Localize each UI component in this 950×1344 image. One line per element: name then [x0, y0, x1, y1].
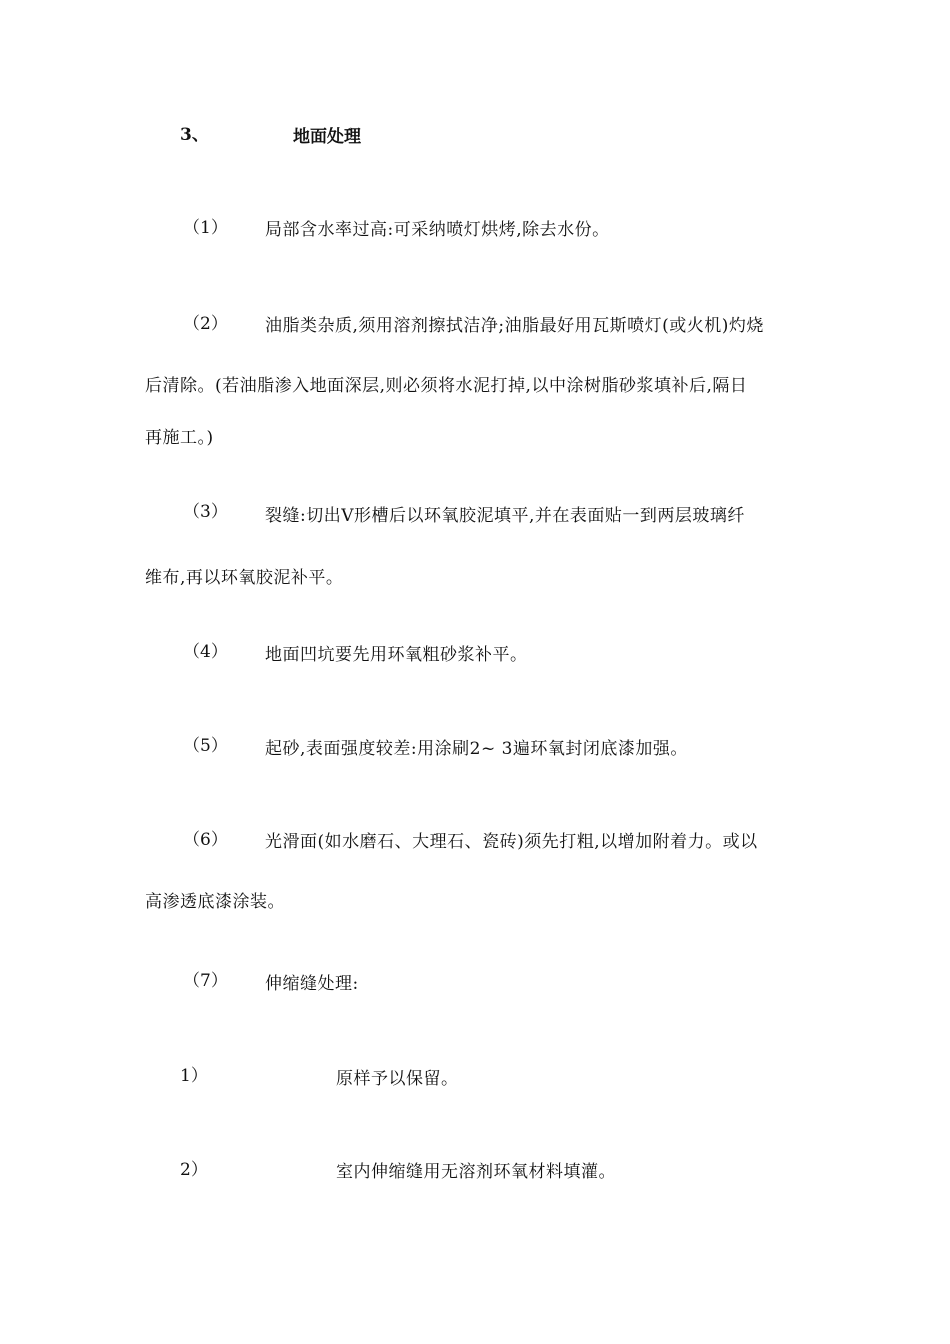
item-continuation: 再施工。)	[145, 428, 214, 448]
subitem-number: 1）	[180, 1066, 208, 1086]
item-number: （5）	[183, 736, 228, 756]
subitem-number: 2）	[180, 1160, 208, 1180]
item-continuation: 维布,再以环氧胶泥补平。	[145, 568, 344, 588]
item-text: 伸缩缝处理:	[265, 974, 359, 994]
item-text: 裂缝:切出V形槽后以环氧胶泥填平,并在表面贴一到两层玻璃纤	[265, 506, 745, 526]
item-continuation: 后清除。(若油脂渗入地面深层,则必须将水泥打掉,以中涂树脂砂浆填补后,隔日	[145, 376, 748, 396]
subitem-text: 原样予以保留。	[336, 1069, 459, 1089]
section-number: 3、	[180, 125, 209, 145]
section-title: 地面处理	[293, 127, 361, 147]
item-text: 地面凹坑要先用环氧粗砂浆补平。	[265, 645, 528, 665]
item-number: （7）	[183, 971, 228, 991]
item-text: 光滑面(如水磨石、大理石、瓷砖)须先打粗,以增加附着力。或以	[265, 832, 758, 852]
item-number: （2）	[183, 314, 228, 334]
item-number: （1）	[183, 218, 228, 238]
item-number: （6）	[183, 830, 228, 850]
item-text: 起砂,表面强度较差:用涂刷2~ 3遍环氧封闭底漆加强。	[265, 739, 688, 759]
item-number: （3）	[183, 502, 228, 522]
item-number: （4）	[183, 642, 228, 662]
subitem-text: 室内伸缩缝用无溶剂环氧材料填灌。	[336, 1162, 616, 1182]
item-text: 局部含水率过高:可采纳喷灯烘烤,除去水份。	[265, 220, 610, 240]
item-continuation: 高渗透底漆涂装。	[145, 892, 285, 912]
item-text: 油脂类杂质,须用溶剂擦拭洁净;油脂最好用瓦斯喷灯(或火机)灼烧	[265, 316, 764, 336]
